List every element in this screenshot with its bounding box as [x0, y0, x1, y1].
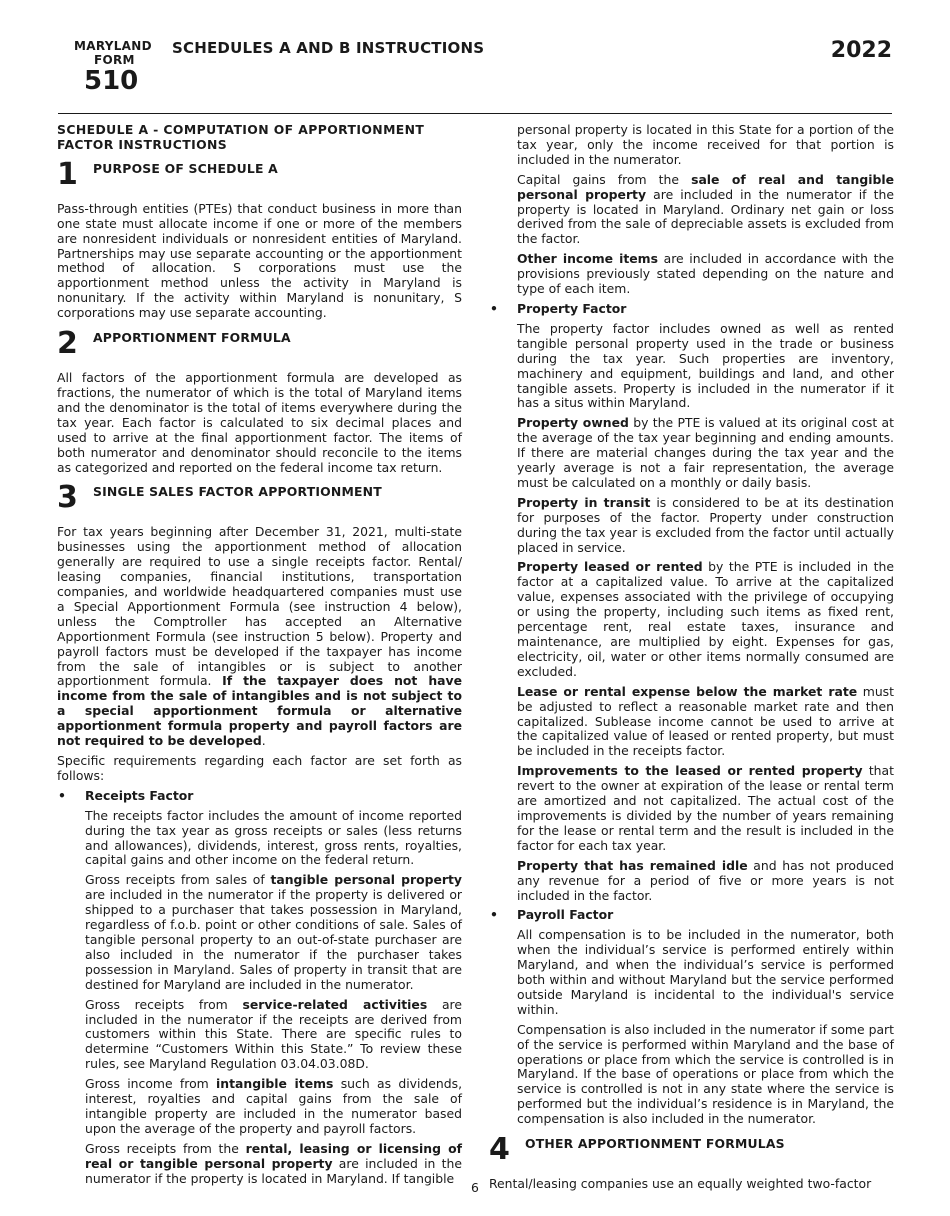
paragraph: personal property is located in this State for a portion of the tax year, only the income received for that portion is included in the numerator.	[517, 122, 894, 167]
section-title: OTHER APPORTIONMENT FORMULAS	[525, 1136, 785, 1152]
paragraph: Capital gains from the sale of real and tangible personal property are included in the numerator if the property is located in Maryland. Ordinary net gain or loss derived from the sale of depreciable assets is excluded from the factor.	[517, 171, 894, 247]
paragraph: Property in transit is considered to be at its destination for purposes of the factor. Property under construction during the tax year is excluded from the factor until actually placed in service.	[517, 494, 894, 555]
schedule-title: SCHEDULE A - COMPUTATION OF APPORTIONMENT FACTOR INSTRUCTIONS	[57, 122, 425, 152]
section-number: 2	[57, 326, 78, 362]
section-title: PURPOSE OF SCHEDULE A	[93, 160, 278, 176]
form-label: FORM	[94, 53, 135, 67]
paragraph: All compensation is to be included in the numerator, both when the individual’s service is performed entirely within Maryland, and when the individual’s service is performed both within and without Maryland but the service performed outside Maryland is incidental to the individual's service within.	[517, 927, 894, 1017]
bullet-icon: •	[490, 907, 498, 923]
bullet-receipts-factor	[57, 789, 462, 804]
bullet-payroll-factor	[489, 908, 894, 923]
left-column	[57, 123, 462, 1191]
paragraph: Specific requirements regarding each factor are set forth as follows:	[57, 753, 462, 783]
section-1-heading	[57, 157, 462, 190]
paragraph: Improvements to the leased or rented property that revert to the owner at expiration of the lease or rental term are amortized and not capitalized. The actual cost of the improvements is divided by the number of years remaining for the lease or rental term and the result is included in the factor for each tax year.	[517, 763, 894, 853]
page-header	[0, 0, 950, 116]
paragraph: Lease or rental expense below the market rate must be adjusted to reflect a reasonable market rate and then capitalized. Sublease income cannot be used to arrive at the capitalized value of leased or rented property, but must be included in the receipts factor.	[517, 683, 894, 759]
section-3-heading	[57, 480, 462, 516]
form-number: 510	[84, 66, 139, 96]
section-2-heading	[57, 326, 462, 362]
section-title: SINGLE SALES FACTOR APPORTIONMENT	[93, 484, 382, 500]
paragraph: Compensation is also included in the numerator if some part of the service is performed within Maryland and the base of operations or place from which the service is controlled is in Maryland. If the base of operations or place from which the service is controlled is not in any state where the service is performed but the individual’s residence is in Maryland, the compensation is also included in the numerator.	[517, 1021, 894, 1127]
right-column	[489, 123, 894, 1197]
tax-year: 2022	[830, 38, 892, 63]
paragraph: Property leased or rented by the PTE is included in the factor at a capitalized value. To arrive at the capitalized value, expenses associated with the privilege of occupying or using the property, including such items as fixed rent, percentage rent, real estate taxes, insurance and maintenance, are multiplied by eight. Expenses for gas, electricity, oil, water or other items normally consumed are excluded.	[517, 559, 894, 679]
section-number: 3	[57, 480, 78, 516]
bullet-label: Payroll Factor	[517, 907, 614, 923]
paragraph: The receipts factor includes the amount of income reported during the tax year as gross receipts or sales (less returns and allowances), dividends, interest, gross rents, royalties, capital gains and other income on the federal return.	[85, 807, 462, 868]
paragraph: For tax years beginning after December 31, 2021, multi-state businesses using the apportionment method of allocation generally are required to use a single receipts factor. Rental/ leasing companies, financial institutions, transportation companies, and worldwide headquartered companies must use a Special Apportionment Formula (see instruction 4 below), unless the Comptroller has accepted an Alternative Apportionment Formula (see instruction 5 below). Property and payroll factors must be developed if the taxpayer has income from the sale of intangibles or is subject to another apportionment formula. If the taxpayer does not have income from the sale of intangibles and is not subject to a special apportionment formula or alternative apportionment formula property and payroll factors are not required to be developed.	[57, 524, 463, 749]
paragraph: Rental/leasing companies use an equally weighted two-factor	[489, 1176, 872, 1192]
paragraph: Property owned by the PTE is valued at its original cost at the average of the tax year beginning and ending amounts. If there are material changes during the tax year and the yearly average is not a fair representation, the average must be calculated on a monthly or daily basis.	[517, 415, 894, 490]
paragraph: Gross receipts from sales of tangible personal property are included in the numerator if the property is delivered or shipped to a purchaser that takes possession in Maryland, regardless of f.o.b. point or other conditions of sale. Sales of tangible personal property to an out-of-state purchaser are also included in the numerator if the purchaser takes possession in Maryland. Sales of property in transit that are destined for Maryland are included in the numerator.	[85, 872, 462, 992]
form-state: MARYLAND	[74, 39, 152, 53]
section-title: APPORTIONMENT FORMULA	[93, 330, 291, 346]
paragraph: Property that has remained idle and has not produced any revenue for a period of five or more years is not included in the factor.	[517, 857, 894, 903]
bullet-label: Property Factor	[517, 300, 627, 316]
paragraph: All factors of the apportionment formula are developed as fractions, the numerator of which is the total of Maryland items and the denominator is the total of items everywhere during the tax year. Each factor is calculated to six decimal places and used to arrive at the final apportionment factor. The items of both numerator and denominator should reconcile to the items as categorized and reported on the federal income tax return.	[57, 370, 462, 475]
section-4-heading	[489, 1132, 894, 1168]
header-rule	[58, 113, 892, 114]
page-number: 6	[471, 1180, 479, 1195]
paragraph: Gross receipts from the rental, leasing or licensing of real or tangible personal property are included in the numerator if the property is located in Maryland. If tangible	[85, 1140, 462, 1186]
document-title: SCHEDULES A AND B INSTRUCTIONS	[172, 39, 485, 57]
bullet-label: Receipts Factor	[85, 787, 194, 803]
bullet-icon: •	[490, 300, 498, 316]
section-number: 1	[57, 156, 78, 192]
paragraph: Other income items are included in accordance with the provisions previously stated depending on the nature and type of each item.	[517, 251, 894, 297]
bullet-property-factor	[489, 302, 894, 317]
paragraph: Gross receipts from service-related activities are included in the numerator if the receipts are derived from customers within this State. There are specific rules to determine “Customers Within this State.” To review these rules, see Maryland Regulation 03.04.03.08D.	[85, 996, 462, 1072]
paragraph: Pass-through entities (PTEs) that conduct business in more than one state must allocate income if one or more of the members are nonresident individuals or nonresident entities of Maryland. Partnerships may use separate accounting or the apportionment method of allocation. S corporations must use the apportionment method unless the activity in Maryland is nonunitary. If the activity within Maryland is nonunitary, S corporations may use separate accounting.	[57, 200, 462, 321]
paragraph: The property factor includes owned as well as rented tangible personal property used in the trade or business during the tax year. Such properties are inventory, machinery and equipment, buildings and land, and other tangible assets. Property is included in the numerator if it has a situs within Maryland.	[517, 320, 894, 411]
section-number: 4	[489, 1132, 510, 1168]
paragraph: Gross income from intangible items such as dividends, interest, royalties and capital gains from the sale of intangible property are included in the numerator based upon the average of the property and payroll factors.	[85, 1076, 463, 1136]
bullet-icon: •	[58, 787, 66, 803]
